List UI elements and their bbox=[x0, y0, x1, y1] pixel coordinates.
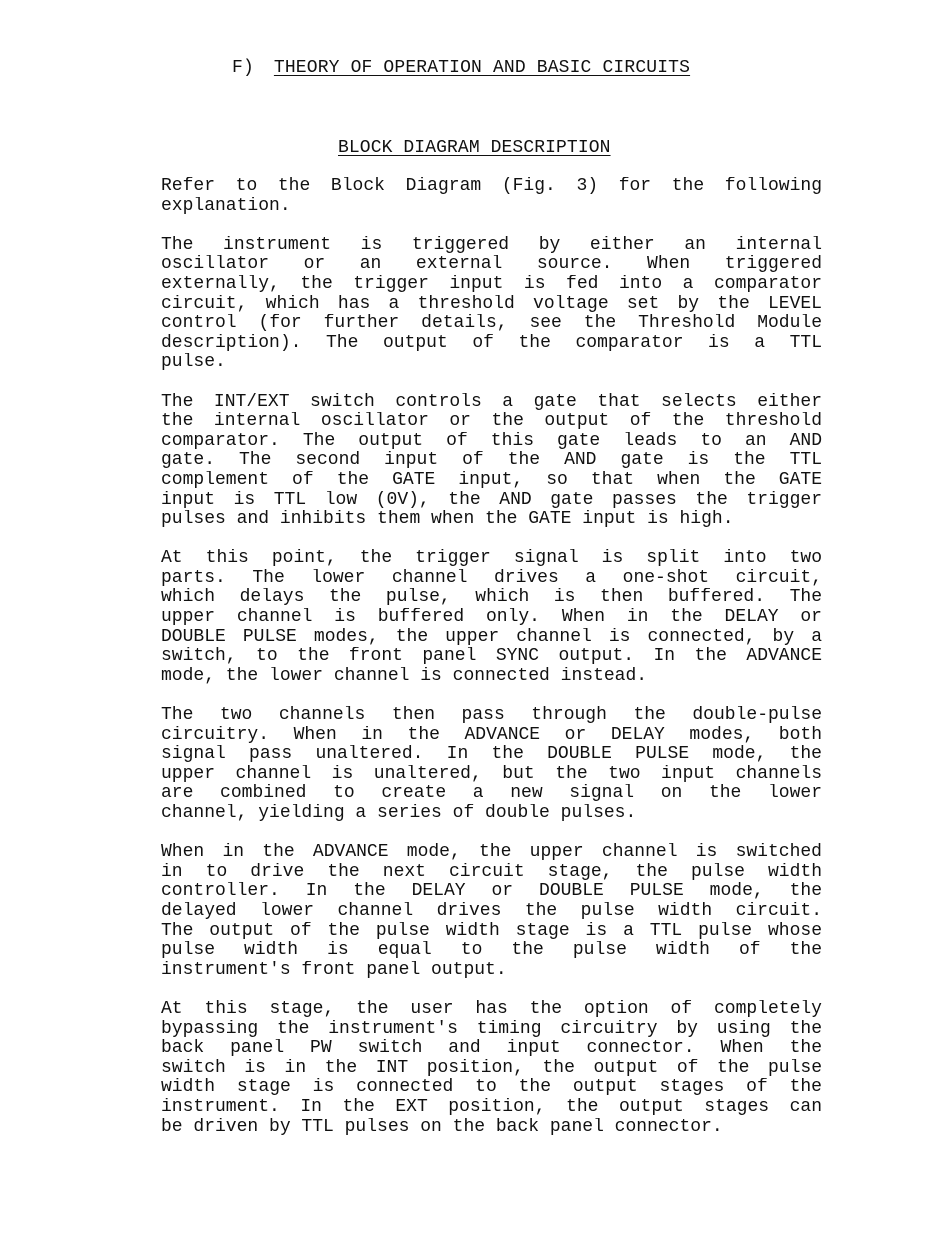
text-line: the internal oscillator or the output of the threshold bbox=[161, 412, 822, 432]
text-line: back panel PW switch and input connector. When the bbox=[161, 1039, 822, 1059]
text-line: bypassing the instrument's timing circuitry by using the bbox=[161, 1019, 822, 1039]
text-line: The output of the pulse width stage is a TTL pulse whose bbox=[161, 921, 822, 941]
text-line: comparator. The output of this gate leads to an AND bbox=[161, 431, 822, 451]
text-line: When in the ADVANCE mode, the upper channel is switched bbox=[161, 843, 822, 863]
text-line: The two channels then pass through the double-pulse bbox=[161, 706, 822, 726]
text-line: description). The output of the comparator is a TTL bbox=[161, 333, 822, 353]
text-line: control (for further details, see the Threshold Module bbox=[161, 314, 822, 334]
text-line: DOUBLE PULSE modes, the upper channel is connected, by a bbox=[161, 627, 822, 647]
text-line: Refer to the Block Diagram (Fig. 3) for the following bbox=[161, 177, 822, 196]
text-line: be driven by TTL pulses on the back panel connector. bbox=[161, 1117, 723, 1137]
text-line: circuit, which has a threshold voltage set by the LEVEL bbox=[161, 294, 822, 314]
text-line: pulse. bbox=[161, 353, 226, 373]
text-line: parts. The lower channel drives a one-shot circuit, bbox=[161, 568, 822, 588]
text-line: At this point, the trigger signal is split into two bbox=[161, 549, 822, 569]
section-letter: F) bbox=[232, 58, 254, 78]
text-line: controller. In the DELAY or DOUBLE PULSE mode, the bbox=[161, 882, 822, 902]
text-line: input is TTL low (0V), the AND gate passes the trigger bbox=[161, 490, 822, 510]
text-line: circuitry. When in the ADVANCE or DELAY modes, both bbox=[161, 725, 822, 745]
text-line: delayed lower channel drives the pulse width circuit. bbox=[161, 901, 822, 921]
text-line: in to drive the next circuit stage, the pulse width bbox=[161, 862, 822, 882]
paragraph-6 bbox=[161, 843, 822, 980]
text-line: oscillator or an external source. When triggered bbox=[161, 255, 822, 275]
paragraph-3 bbox=[161, 393, 822, 530]
paragraph-7 bbox=[161, 1000, 822, 1137]
text-line: are combined to create a new signal on the lower bbox=[161, 784, 822, 804]
text-line: upper channel is unaltered, but the two input channels bbox=[161, 764, 822, 784]
subsection-title: BLOCK DIAGRAM DESCRIPTION bbox=[338, 138, 611, 158]
text-line: switch, to the front panel SYNC output. In the ADVANCE bbox=[161, 647, 822, 667]
text-line: At this stage, the user has the option of completely bbox=[161, 999, 822, 1019]
text-line: The instrument is triggered by either an internal bbox=[161, 235, 822, 255]
section-title: THEORY OF OPERATION AND BASIC CIRCUITS bbox=[273, 58, 691, 78]
text-line: switch is in the INT position, the output of the pulse bbox=[161, 1058, 822, 1078]
paragraph-2 bbox=[161, 236, 822, 373]
text-line: pulses and inhibits them when the GATE input is high. bbox=[161, 510, 734, 530]
text-line: instrument. In the EXT position, the output stages can bbox=[161, 1097, 822, 1117]
text-line: width stage is connected to the output stages of the bbox=[161, 1078, 822, 1098]
text-line: instrument's front panel output. bbox=[161, 960, 507, 980]
body-text bbox=[161, 177, 822, 1157]
text-line: pulse width is equal to the pulse width of the bbox=[161, 941, 822, 961]
text-line: explanation. bbox=[161, 196, 291, 216]
paragraph-1 bbox=[161, 177, 822, 216]
text-line: externally, the trigger input is fed into a comparator bbox=[161, 274, 822, 294]
text-line: which delays the pulse, which is then buffered. The bbox=[161, 588, 822, 608]
text-line: signal pass unaltered. In the DOUBLE PULSE mode, the bbox=[161, 745, 822, 765]
text-line: The INT/EXT switch controls a gate that selects either bbox=[161, 392, 822, 412]
text-line: mode, the lower channel is connected instead. bbox=[161, 666, 648, 686]
text-line: channel, yielding a series of double pulses. bbox=[161, 804, 637, 823]
section-heading bbox=[232, 58, 690, 78]
paragraph-4 bbox=[161, 549, 822, 686]
text-line: complement of the GATE input, so that when the GATE bbox=[161, 470, 822, 490]
paragraph-5 bbox=[161, 706, 822, 824]
text-line: gate. The second input of the AND gate is the TTL bbox=[161, 451, 822, 471]
text-line: upper channel is buffered only. When in the DELAY or bbox=[161, 608, 822, 628]
